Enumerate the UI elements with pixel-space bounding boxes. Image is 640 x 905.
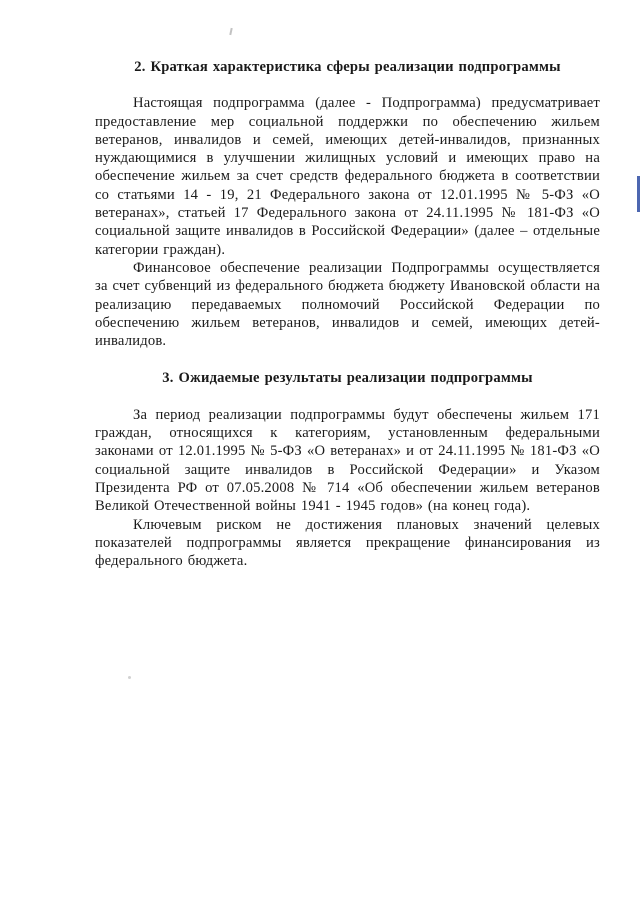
scan-speck-artifact [229,28,232,35]
scan-speck-artifact [128,676,131,679]
section-3-paragraph-2: Ключевым риском не достижения плановых значений целевых показателей подпрограммы является прекращение финансирования из федерального бюджета. [95,516,600,570]
section-3-paragraph-1: За период реализации подпрограммы будут обеспечены жильем 171 граждан, относящихся к категориям, установленным федеральными законами от 12.01.1995 № 5-ФЗ «О ветеранах» и от 24.11.1995 № 181-ФЗ «О социальной защите инвалидов в Российской Федерации» и Указом Президента РФ от 07.05.2008 № 714 «Об обеспечении жильем ветеранов Великой Отечественной войны 1941 - 1945 годов» (на конец года). [95,406,600,515]
section-3-heading: 3. Ожидаемые результаты реализации подпрограммы [162,370,533,387]
document-text-block [95,58,600,570]
section-2-paragraph-2: Финансовое обеспечение реализации Подпрограммы осуществляется за счет субвенций из федерального бюджета бюджету Ивановской области на реализацию передаваемых полномочий Российской Федерации по обеспечению жильем ветеранов, инвалидов и семей, имеющих детей-инвалидов. [95,259,600,350]
section-2-paragraph-1: Настоящая подпрограмма (далее - Подпрограмма) предусматривает предоставление мер социальной поддержки по обеспечению жильем ветеранов, инвалидов и семей, имеющих детей-инвалидов, признанных нуждающимися в улучшении жилищных условий и имеющих право на обеспечение жильем за счет средств федерального бюджета в соответствии со статьями 14 - 19, 21 Федерального закона от 12.01.1995 № 5-ФЗ «О ветеранах», статьей 17 Федерального закона от 24.11.1995 № 181-ФЗ «О социальной защите инвалидов в Российской Федерации» (далее – отдельные категории граждан). [95,95,600,258]
section-2-heading: 2. Краткая характеристика сферы реализации подпрограммы [134,59,561,75]
